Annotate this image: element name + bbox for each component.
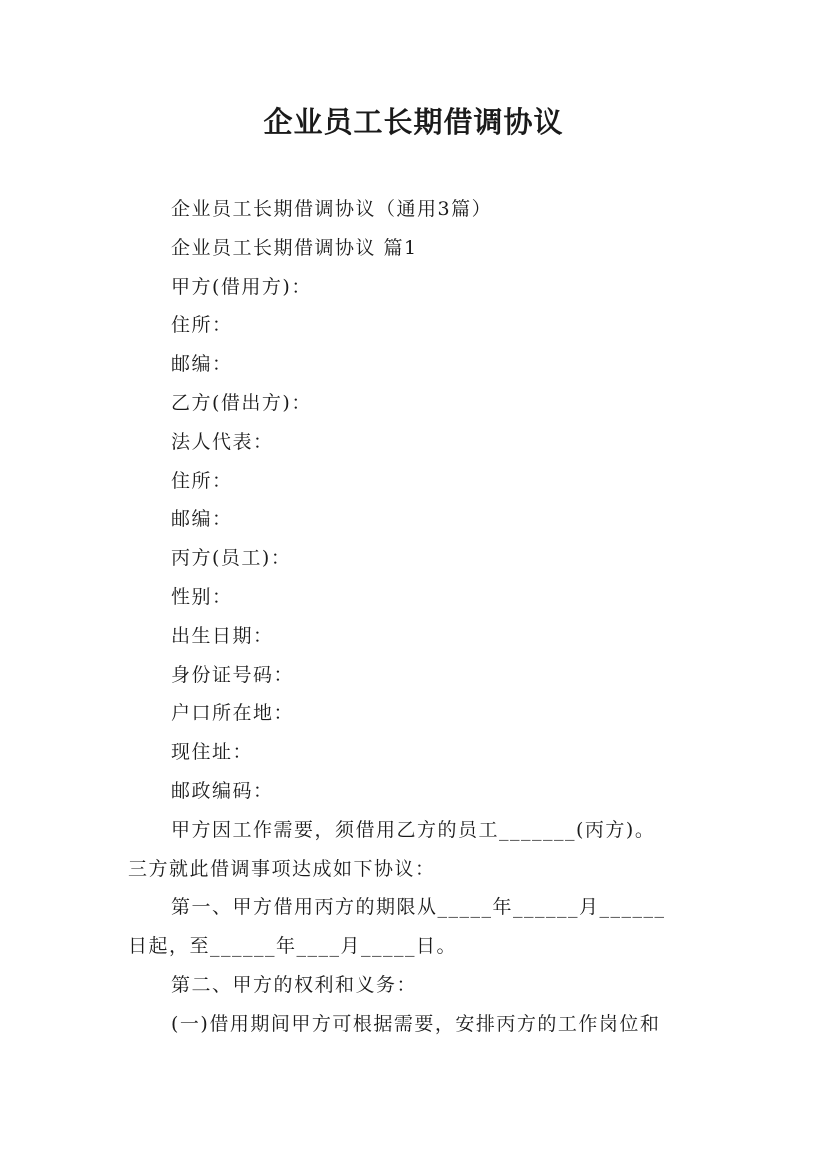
id-number-label: 身份证号码： bbox=[171, 663, 295, 686]
birth-date-label: 出生日期： bbox=[171, 624, 274, 647]
agreement-intro-line-1: 甲方因工作需要，须借用乙方的员工_______(丙方)。 bbox=[171, 818, 656, 841]
party-a-address-label: 住所： bbox=[171, 314, 233, 337]
clause-1-paragraph bbox=[128, 888, 708, 966]
clause-2-item-1: (一)借用期间甲方可根据需要，安排丙方的工作岗位和 bbox=[171, 1012, 661, 1035]
legal-representative-label: 法人代表： bbox=[171, 430, 274, 453]
clause-1-line-1: 第一、甲方借用丙方的期限从_____年______月______ bbox=[171, 896, 666, 919]
section-heading: 企业员工长期借调协议 篇1 bbox=[171, 236, 418, 259]
agreement-intro-line-2: 三方就此借调事项达成如下协议： bbox=[128, 857, 436, 880]
party-a-postcode-label: 邮编： bbox=[171, 353, 233, 376]
doc-subtitle: 企业员工长期借调协议（通用3篇） bbox=[171, 198, 493, 220]
postal-code-label: 邮政编码： bbox=[171, 779, 274, 802]
party-b-postcode-label: 邮编： bbox=[171, 508, 233, 531]
document-title: 企业员工长期借调协议 bbox=[263, 105, 564, 139]
party-a-label: 甲方(借用方)： bbox=[171, 275, 312, 298]
household-registration-label: 户口所在地： bbox=[171, 702, 295, 725]
gender-label: 性别： bbox=[171, 585, 233, 608]
clause-1-line-2: 日起，至______年____月_____日。 bbox=[128, 935, 458, 958]
current-address-label: 现住址： bbox=[171, 741, 254, 764]
party-b-label: 乙方(借出方)： bbox=[171, 391, 312, 414]
party-c-label: 丙方(员工)： bbox=[171, 547, 292, 570]
document-body bbox=[128, 190, 708, 1044]
clause-2-heading: 第二、甲方的权利和义务： bbox=[171, 973, 418, 996]
party-b-address-label: 住所： bbox=[171, 469, 233, 492]
agreement-intro-paragraph bbox=[128, 811, 708, 889]
